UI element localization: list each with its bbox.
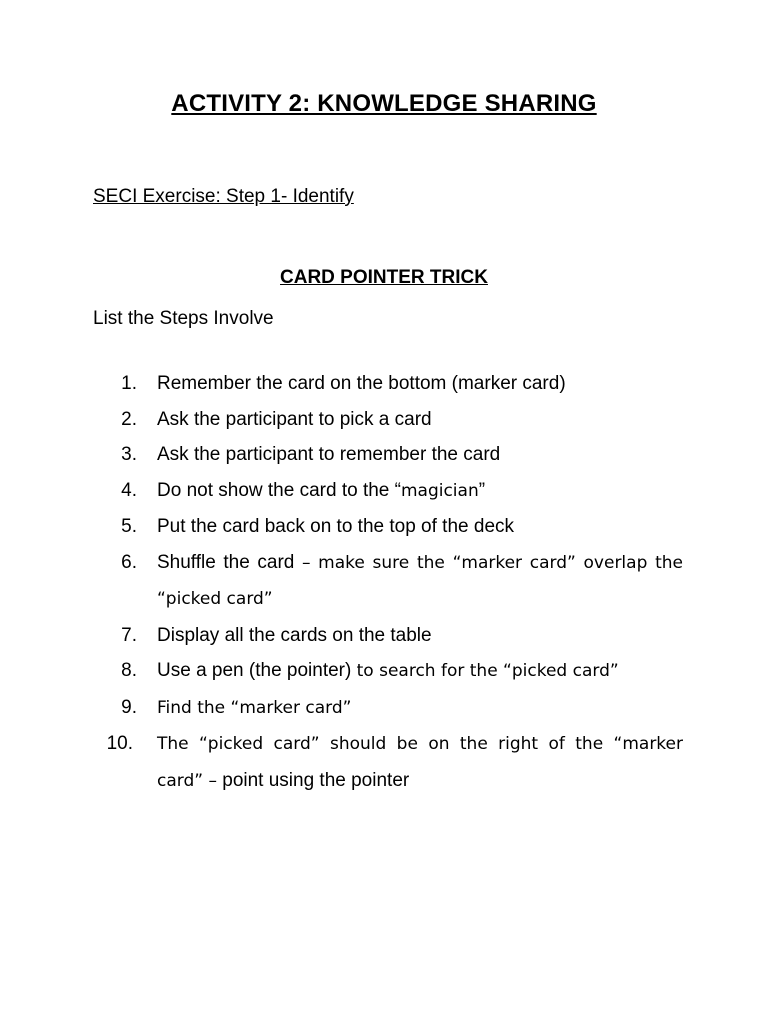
step-item-1 [93, 366, 683, 402]
steps-intro: List the Steps Involve [93, 308, 274, 329]
step-text-emphasis: – make sure the “marker card” overlap the “picked card” [157, 552, 683, 609]
step-number: 9. [121, 696, 137, 718]
step-item-9 [93, 690, 683, 727]
step-number: 10. [106, 733, 133, 754]
step-text-emphasis: The “picked card” should be on the right of the “marker card” – [157, 734, 683, 791]
step-text: ” [478, 479, 486, 501]
step-number: 7. [121, 624, 137, 646]
step-text: Ask the participant to remember the card [157, 444, 501, 465]
step-number: 3. [121, 444, 137, 465]
step-text: point using the pointer [216, 769, 410, 791]
step-text-emphasis: Find the “marker card” [157, 697, 352, 718]
step-text: Display all the cards on the table [157, 624, 432, 646]
step-item-6 [93, 545, 683, 618]
step-number: 2. [121, 408, 137, 430]
step-text-emphasis: magician [400, 480, 479, 501]
step-item-10 [93, 726, 683, 799]
step-text: Use a pen (the pointer) [157, 660, 357, 681]
step-item-8 [93, 653, 683, 690]
step-item-5 [93, 509, 683, 545]
step-item-7 [93, 618, 683, 654]
step-text-emphasis: to search for the “picked card” [356, 661, 619, 681]
step-number: 6. [121, 551, 137, 573]
step-text: Ask the participant to pick a card [157, 408, 432, 430]
section-heading: CARD POINTER TRICK [280, 267, 488, 288]
exercise-subtitle: SECI Exercise: Step 1- Identify [93, 186, 354, 207]
step-number: 5. [121, 516, 137, 537]
step-number: 4. [121, 479, 137, 501]
step-number: 8. [121, 660, 137, 681]
step-text: Put the card back on to the top of the deck [157, 516, 515, 537]
document-title: ACTIVITY 2: KNOWLEDGE SHARING [171, 90, 597, 117]
step-number: 1. [121, 373, 137, 394]
step-item-4 [93, 473, 683, 510]
step-text: Do not show the card to the “ [157, 479, 401, 501]
step-text: Remember the card on the bottom (marker card) [157, 373, 566, 394]
step-text: Shuffle the card [157, 551, 302, 573]
steps-list [93, 366, 683, 799]
step-item-3 [93, 437, 683, 473]
step-item-2 [93, 402, 683, 438]
